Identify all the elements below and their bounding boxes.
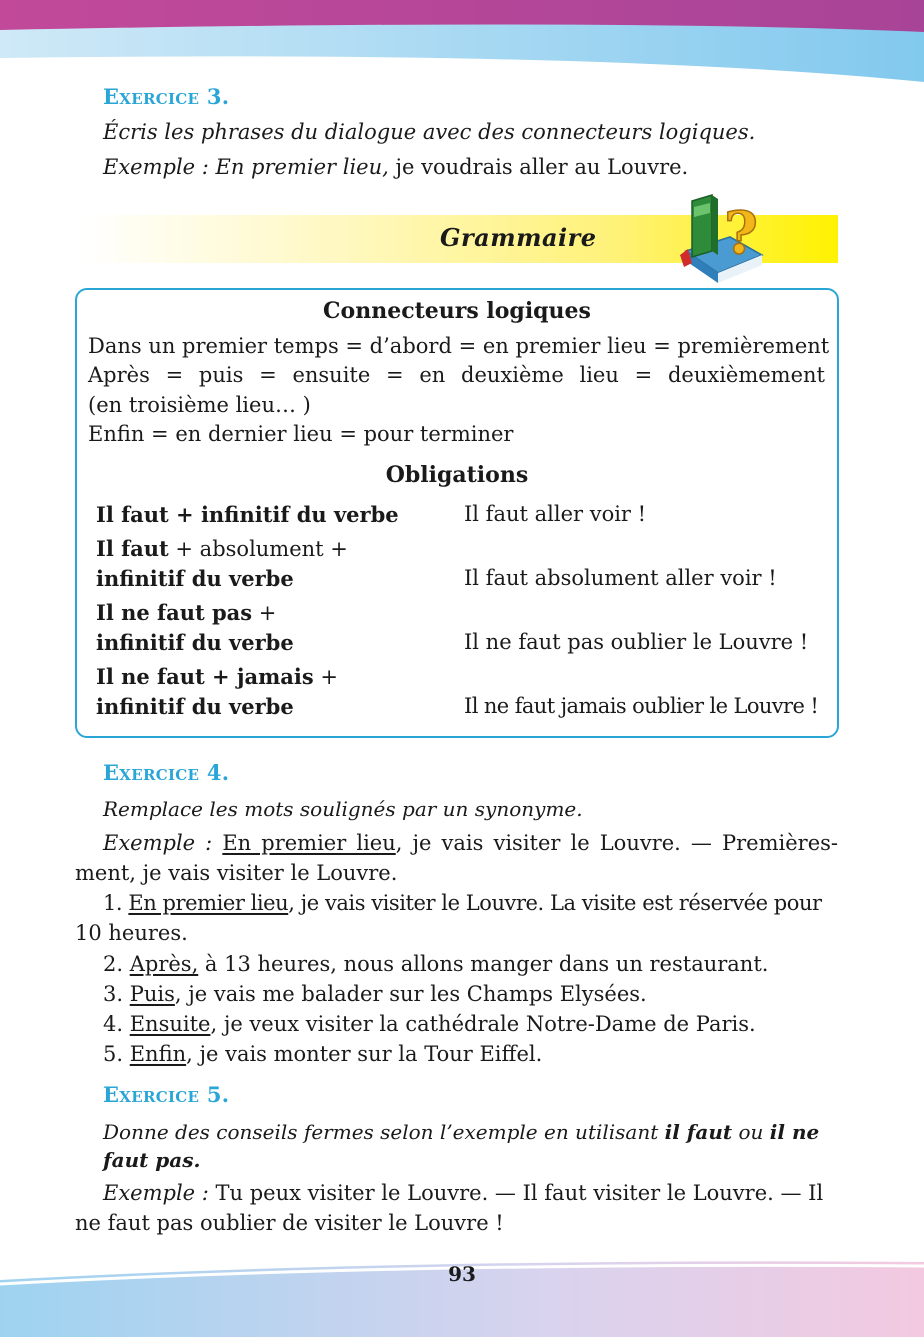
exercise-5-instruction-cont: faut pas. [103,1148,201,1172]
rule-bold: Il ne faut + jamais [96,664,314,689]
obligation-rule-4 [96,662,338,692]
item-text: , je vais monter sur la Tour Eiffel. [186,1042,543,1066]
obligation-example-2: Il faut absolument aller voir ! [464,566,777,590]
exercise-3-instruction: Écris les phrases du dialogue avec des connecteurs logiques. [103,120,756,144]
item-underlined: Ensuite [129,1012,211,1036]
top-decorative-band [0,0,924,90]
obligations-title: Obligations [385,462,529,488]
exercise-5-example [103,1178,823,1208]
exercise-4-item-1-cont: 10 heures. [75,921,188,945]
example-label: Exemple : [103,831,213,855]
rule-bold: Il ne faut pas [96,600,253,625]
example-text: Tu peux visiter le Louvre. — Il faut visiter le Louvre. — Il [208,1181,824,1205]
example-label: Exemple : [103,1181,209,1205]
obligation-example-4: Il ne faut jamais oublier le Louvre ! [464,694,819,718]
item-underlined: Puis [129,982,175,1006]
instruction-bold: il ne [769,1120,820,1144]
rule-bold: Il faut [96,536,169,561]
item-number: 5. [103,1042,130,1066]
item-underlined: Enfin [129,1042,187,1066]
exercise-5-title: Exercice 5. [103,1082,230,1107]
rule-plain: + absolument + [168,537,348,561]
exercise-4-example [103,828,838,858]
connecteurs-line-1: Dans un premier temps = d’abord = en premier lieu = premièrement [88,334,830,358]
exercise-4-item-1 [103,888,822,918]
item-underlined: Après, [129,952,199,976]
item-text: , je vais visiter le Louvre. La visite est réservée pour [288,891,822,915]
obligation-example-3: Il ne faut pas oublier le Louvre ! [464,630,809,654]
book-question-mark-icon [678,193,770,291]
item-text: à 13 heures, nous allons manger dans un restaurant. [198,952,769,976]
exercise-5-instruction [103,1117,819,1147]
exercise-4-item-5 [103,1039,542,1069]
example-text: , je vais visiter le Louvre. — Premières- [395,831,838,855]
rule-plain: + [313,665,338,689]
example-underlined: En premier lieu [222,831,396,855]
exercise-3-title: Exercice 3. [103,84,230,109]
instruction-text: Donne des conseils fermes selon l’exemple en utilisant [103,1120,665,1144]
exercise-4-example-cont: ment, je vais visiter le Louvre. [75,861,398,885]
obligation-rule-1: Il faut + infinitif du verbe [96,502,399,527]
exercise-4-item-4 [103,1009,756,1039]
exercise-4-title: Exercice 4. [103,760,230,785]
item-number: 1. [103,891,129,915]
example-label: Exemple : En premier lieu, [103,155,389,179]
item-number: 2. [103,952,130,976]
item-number: 3. [103,982,130,1006]
instruction-text: ou [732,1120,770,1144]
obligation-rule-2 [96,534,348,564]
item-text: , je vais me balader sur les Champs Elysées. [174,982,647,1006]
item-number: 4. [103,1012,130,1036]
instruction-bold: il faut [664,1120,733,1144]
connecteurs-line-2: Après = puis = ensuite = en deuxième lieu = deuxièmement [88,363,825,387]
exercise-4-instruction: Remplace les mots soulignés par un synonyme. [103,797,583,821]
item-underlined: En premier lieu [128,891,289,915]
item-text: , je veux visiter la cathédrale Notre-Dame de Paris. [210,1012,756,1036]
connecteurs-line-4: Enfin = en dernier lieu = pour terminer [88,422,514,446]
exercise-5-example-cont: ne faut pas oublier de visiter le Louvre ! [75,1211,504,1235]
svg-text:?: ? [724,199,758,267]
exercise-4-item-2 [103,949,768,979]
exercise-3-example [103,152,688,182]
page-number: 93 [448,1262,476,1286]
rule-plain: + [252,601,277,625]
obligation-example-1: Il faut aller voir ! [464,502,647,526]
grammar-banner-title: Grammaire [440,223,597,252]
obligation-rule-3-cont: infinitif du verbe [96,630,294,655]
bottom-decorative-band [0,1240,924,1337]
connecteurs-line-3: (en troisième lieu… ) [88,393,311,417]
obligation-rule-4-cont: infinitif du verbe [96,694,294,719]
exercise-4-item-3 [103,979,647,1009]
example-text: je voudrais aller au Louvre. [388,155,689,179]
obligation-rule-2-cont: infinitif du verbe [96,566,294,591]
obligation-rule-3 [96,598,276,628]
connecteurs-title: Connecteurs logiques [323,298,591,324]
